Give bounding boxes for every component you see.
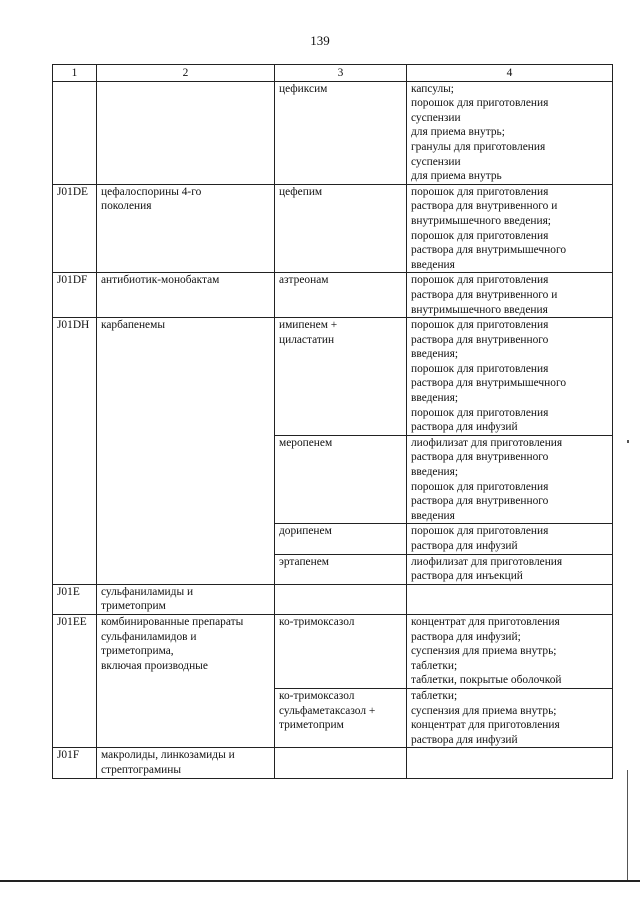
- group-name-line: стрептограмины: [101, 763, 182, 776]
- drug-name-cell: [275, 435, 407, 524]
- group-name-line: карбапенемы: [101, 319, 165, 332]
- drug-name-line: ко-тримоксазол: [279, 689, 355, 702]
- group-name-line: макролиды, линкозамиды и: [101, 749, 235, 762]
- drug-name-line: имипенем +: [279, 319, 338, 332]
- dosage-form-line: порошок для приготовления: [411, 480, 549, 493]
- dosage-form-line: таблетки;: [411, 659, 458, 672]
- drug-name-cell: [275, 748, 407, 778]
- drug-name-cell: [275, 273, 407, 318]
- group-name-line: триметоприм: [101, 600, 166, 613]
- dosage-form-line: внутримышечного введения: [411, 303, 548, 316]
- dosage-form-line: раствора для внутривенного: [411, 451, 549, 464]
- dosage-form-line: порошок для приготовления: [411, 319, 549, 332]
- group-name-cell: [97, 81, 275, 184]
- drug-name-line: цефиксим: [279, 82, 328, 95]
- dosage-form-line: порошок для приготовления: [411, 185, 549, 198]
- drug-table: [52, 64, 613, 779]
- group-name-cell: [97, 614, 275, 747]
- dosage-form-line: введения;: [411, 348, 459, 361]
- scan-edge-mark: [627, 770, 628, 880]
- group-name-line: триметоприма,: [101, 645, 174, 658]
- dosage-form-line: капсулы;: [411, 82, 454, 95]
- dosage-form-line: раствора для внутривенного: [411, 495, 549, 508]
- table-row: [53, 614, 613, 688]
- header-cell: 4: [407, 65, 613, 82]
- dosage-form-line: концентрат для приготовления: [411, 719, 560, 732]
- atc-code-cell: [53, 318, 97, 585]
- drug-name-line: азтреонам: [279, 274, 329, 287]
- dosage-form-line: таблетки, покрытые оболочкой: [411, 674, 562, 687]
- atc-code-cell: [53, 614, 97, 747]
- atc-code: J01DE: [57, 185, 89, 198]
- dosage-form-line: раствора для инфузий: [411, 733, 518, 746]
- group-name-line: сульфаниламиды и: [101, 585, 194, 598]
- dosage-forms-cell: [407, 318, 613, 436]
- drug-name-line: дорипенем: [279, 525, 332, 538]
- dosage-form-line: для приема внутрь;: [411, 126, 505, 139]
- drug-name-line: сульфаметаксазол +: [279, 704, 376, 717]
- scan-edge-mark: [627, 440, 629, 443]
- atc-code: J01E: [57, 585, 80, 598]
- table-row: [53, 748, 613, 778]
- dosage-form-line: порошок для приготовления: [411, 97, 549, 110]
- drug-name-cell: [275, 554, 407, 584]
- dosage-form-line: суспензии: [411, 155, 461, 168]
- group-name-line: сульфаниламидов и: [101, 630, 197, 643]
- group-name-cell: [97, 318, 275, 585]
- atc-code-cell: [53, 81, 97, 184]
- dosage-form-line: концентрат для приготовления: [411, 615, 560, 628]
- atc-code: J01EE: [57, 615, 87, 628]
- table-row: [53, 584, 613, 614]
- header-row: [53, 65, 613, 82]
- dosage-form-line: для приема внутрь: [411, 170, 502, 183]
- dosage-form-line: порошок для приготовления: [411, 229, 549, 242]
- dosage-form-line: лиофилизат для приготовления: [411, 555, 563, 568]
- dosage-forms-cell: [407, 614, 613, 688]
- table-row: [53, 81, 613, 184]
- table-row: [53, 318, 613, 436]
- header-cell: 2: [97, 65, 275, 82]
- header-cell: 1: [53, 65, 97, 82]
- dosage-form-line: раствора для внутривенного и: [411, 200, 558, 213]
- drug-name-line: ко-тримоксазол: [279, 615, 355, 628]
- dosage-form-line: суспензии: [411, 111, 461, 124]
- dosage-form-line: введения: [411, 258, 455, 271]
- table-row: [53, 184, 613, 273]
- atc-code-cell: [53, 184, 97, 273]
- atc-code-cell: [53, 748, 97, 778]
- drug-name-cell: [275, 524, 407, 554]
- dosage-form-line: введения: [411, 509, 455, 522]
- group-name-cell: [97, 748, 275, 778]
- dosage-forms-cell: [407, 554, 613, 584]
- dosage-form-line: суспензия для приема внутрь;: [411, 704, 557, 717]
- drug-name-cell: [275, 614, 407, 688]
- drug-name-line: эртапенем: [279, 555, 329, 568]
- dosage-form-line: гранулы для приготовления: [411, 140, 546, 153]
- table-row: [53, 273, 613, 318]
- group-name-line: включая производные: [101, 659, 208, 672]
- dosage-form-line: раствора для внутривенного: [411, 333, 549, 346]
- atc-code-cell: [53, 273, 97, 318]
- dosage-form-line: порошок для приготовления: [411, 274, 549, 287]
- dosage-forms-cell: [407, 584, 613, 614]
- dosage-forms-cell: [407, 688, 613, 747]
- dosage-forms-cell: [407, 435, 613, 524]
- atc-code: J01DF: [57, 274, 88, 287]
- dosage-form-line: раствора для инфузий: [411, 540, 518, 552]
- drug-name-cell: [275, 184, 407, 273]
- group-name-cell: [97, 584, 275, 614]
- drug-name-line: цефепим: [279, 185, 323, 198]
- dosage-form-line: внутримышечного введения;: [411, 214, 551, 227]
- dosage-form-line: раствора для инфузий;: [411, 630, 521, 643]
- dosage-forms-cell: [407, 524, 613, 554]
- drug-name-line: циластатин: [279, 333, 335, 346]
- atc-code-cell: [53, 584, 97, 614]
- table-body: [53, 81, 613, 778]
- dosage-form-line: раствора для внутривенного и: [411, 288, 558, 301]
- dosage-forms-cell: [407, 184, 613, 273]
- drug-name-line: меропенем: [279, 436, 333, 449]
- dosage-form-line: введения;: [411, 392, 459, 405]
- dosage-form-line: порошок для приготовления: [411, 525, 549, 538]
- dosage-form-line: порошок для приготовления: [411, 362, 549, 375]
- dosage-form-line: суспензия для приема внутрь;: [411, 645, 557, 658]
- group-name-line: комбинированные препараты: [101, 615, 244, 628]
- drug-name-cell: [275, 584, 407, 614]
- header-cell: 3: [275, 65, 407, 82]
- dosage-form-line: раствора для инфузий: [411, 421, 518, 434]
- dosage-form-line: раствора для инъекций: [411, 570, 523, 583]
- atc-code: J01F: [57, 749, 80, 762]
- dosage-form-line: раствора для внутримышечного: [411, 244, 567, 257]
- dosage-forms-cell: [407, 748, 613, 778]
- dosage-forms-cell: [407, 81, 613, 184]
- dosage-form-line: таблетки;: [411, 689, 458, 702]
- drug-name-line: триметоприм: [279, 719, 344, 732]
- dosage-form-line: порошок для приготовления: [411, 406, 549, 419]
- dosage-form-line: раствора для внутримышечного: [411, 377, 567, 390]
- drug-name-cell: [275, 688, 407, 747]
- group-name-cell: [97, 273, 275, 318]
- drug-name-cell: [275, 318, 407, 436]
- dosage-forms-cell: [407, 273, 613, 318]
- dosage-form-line: введения;: [411, 466, 459, 479]
- group-name-line: цефалоспорины 4-го: [101, 185, 202, 198]
- atc-code: J01DH: [57, 319, 90, 332]
- dosage-form-line: лиофилизат для приготовления: [411, 436, 563, 449]
- group-name-cell: [97, 184, 275, 273]
- bottom-rule: [0, 880, 640, 882]
- group-name-line: поколения: [101, 200, 152, 213]
- page-number: 139: [310, 33, 330, 48]
- drug-name-cell: [275, 81, 407, 184]
- group-name-line: антибиотик-монобактам: [101, 274, 220, 287]
